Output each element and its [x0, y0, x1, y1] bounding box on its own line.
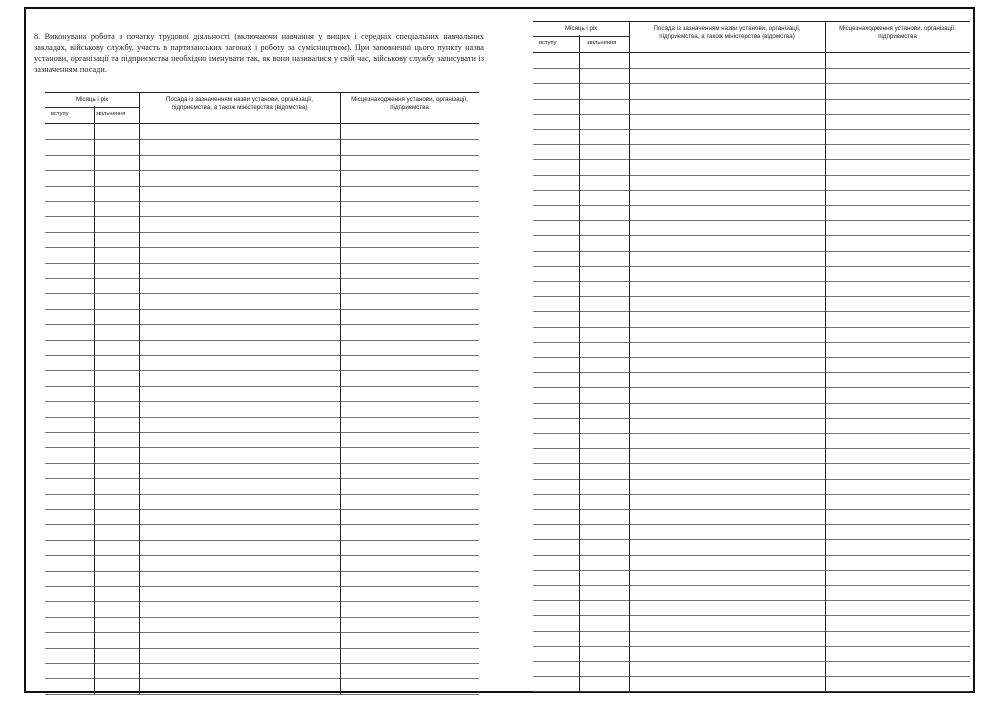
ruled-line — [533, 539, 970, 540]
ruled-line — [533, 68, 970, 69]
ruled-line — [45, 324, 479, 325]
section-8-intro: 8. Виконувана робота з початку трудової діяльності (включаючи навчання у вищих і середніх спеціальних навчальних закладах, військову службу, участь в партизанських загонах і роботу за сумісництвом). При заповненні цього пункту назва установи, організації та підприємства необхідно іменувати так, як вони називалися у свій час, військову службу записувати із зазначенням посади. — [34, 32, 484, 74]
location-header: Місцезнаходження установи, організації, підприємства — [839, 25, 956, 40]
ruled-line — [45, 139, 479, 140]
entry-label: вступу — [51, 111, 69, 117]
right-col-divider-3 — [825, 21, 826, 691]
month-year-subheader — [45, 107, 139, 124]
ruled-line — [45, 186, 479, 187]
ruled-line — [533, 342, 970, 343]
ruled-line — [45, 370, 479, 371]
ruled-line — [45, 447, 479, 448]
month-year-label: Місяць і рік — [75, 96, 109, 103]
ruled-line — [533, 327, 970, 328]
ruled-line — [533, 83, 970, 84]
ruled-line — [533, 296, 970, 297]
right-table-rows — [533, 53, 970, 693]
ruled-line — [533, 220, 970, 221]
right-col-divider-1 — [579, 35, 580, 691]
left-page — [26, 9, 506, 691]
ruled-line — [45, 463, 479, 464]
ruled-line — [45, 401, 479, 402]
ruled-line — [45, 663, 479, 664]
ruled-line — [533, 190, 970, 191]
left-work-history-table — [45, 92, 479, 696]
ruled-line — [45, 678, 479, 679]
ruled-line — [45, 232, 479, 233]
ruled-line — [45, 524, 479, 525]
month-year-subheader — [533, 36, 629, 53]
ruled-line — [45, 478, 479, 479]
ruled-line — [45, 340, 479, 341]
ruled-line — [533, 235, 970, 236]
entry-label: вступу — [539, 40, 557, 46]
ruled-line — [45, 555, 479, 556]
ruled-line — [45, 586, 479, 587]
dismissal-label: звільнення — [587, 40, 617, 46]
month-year-header — [533, 22, 629, 52]
ruled-line — [533, 494, 970, 495]
ruled-line — [533, 403, 970, 404]
ruled-line — [45, 201, 479, 202]
ruled-line — [533, 266, 970, 267]
ruled-line — [45, 601, 479, 602]
ruled-line — [533, 99, 970, 100]
ruled-line — [533, 509, 970, 510]
left-table-header — [45, 92, 479, 124]
ruled-line — [533, 159, 970, 160]
document-frame — [24, 7, 975, 693]
ruled-line — [45, 494, 479, 495]
ruled-line — [45, 694, 479, 695]
ruled-line — [45, 247, 479, 248]
right-table-header — [533, 21, 970, 53]
ruled-line — [533, 372, 970, 373]
ruled-line — [45, 540, 479, 541]
left-col-divider-1 — [94, 106, 95, 694]
ruled-line — [45, 632, 479, 633]
ruled-line — [533, 661, 970, 662]
ruled-line — [533, 463, 970, 464]
right-work-history-table — [533, 21, 970, 693]
ruled-line — [533, 418, 970, 419]
ruled-line — [533, 448, 970, 449]
right-col-divider-2 — [629, 21, 630, 691]
ruled-line — [533, 129, 970, 130]
month-year-header — [45, 93, 139, 123]
ruled-line — [45, 648, 479, 649]
ruled-line — [533, 631, 970, 632]
ruled-line — [45, 355, 479, 356]
ruled-line — [533, 251, 970, 252]
ruled-line — [533, 676, 970, 677]
ruled-line — [45, 617, 479, 618]
ruled-line — [45, 509, 479, 510]
ruled-line — [533, 205, 970, 206]
right-page — [516, 9, 975, 691]
ruled-line — [45, 417, 479, 418]
ruled-line — [45, 432, 479, 433]
ruled-line — [45, 571, 479, 572]
ruled-line — [533, 646, 970, 647]
ruled-line — [45, 263, 479, 264]
ruled-line — [45, 155, 479, 156]
ruled-line — [533, 524, 970, 525]
ruled-line — [533, 570, 970, 571]
location-header: Місцезнаходження установи, організації, підприємства — [351, 96, 468, 111]
ruled-line — [533, 387, 970, 388]
ruled-line — [533, 311, 970, 312]
ruled-line — [533, 175, 970, 176]
ruled-line — [533, 357, 970, 358]
ruled-line — [533, 479, 970, 480]
ruled-line — [45, 278, 479, 279]
ruled-line — [533, 585, 970, 586]
ruled-line — [45, 170, 479, 171]
left-col-divider-3 — [340, 92, 341, 694]
position-header: Посада із зазначенням назви установи, організації, підприємства, а також міністерства (відомства) — [165, 96, 314, 111]
ruled-line — [533, 114, 970, 115]
ruled-line — [533, 615, 970, 616]
ruled-line — [45, 309, 479, 310]
left-col-divider-2 — [139, 92, 140, 694]
position-header: Посада із зазначенням назви установи, організації, підприємства, а також міністерства (відомства) — [653, 25, 801, 40]
ruled-line — [45, 386, 479, 387]
ruled-line — [533, 281, 970, 282]
ruled-line — [533, 433, 970, 434]
dismissal-label: звільнення — [96, 111, 126, 117]
month-year-label: Місяць і рік — [564, 25, 598, 32]
ruled-line — [533, 144, 970, 145]
left-table-rows — [45, 124, 479, 696]
ruled-line — [533, 600, 970, 601]
ruled-line — [533, 691, 970, 692]
ruled-line — [45, 293, 479, 294]
ruled-line — [533, 555, 970, 556]
ruled-line — [45, 216, 479, 217]
